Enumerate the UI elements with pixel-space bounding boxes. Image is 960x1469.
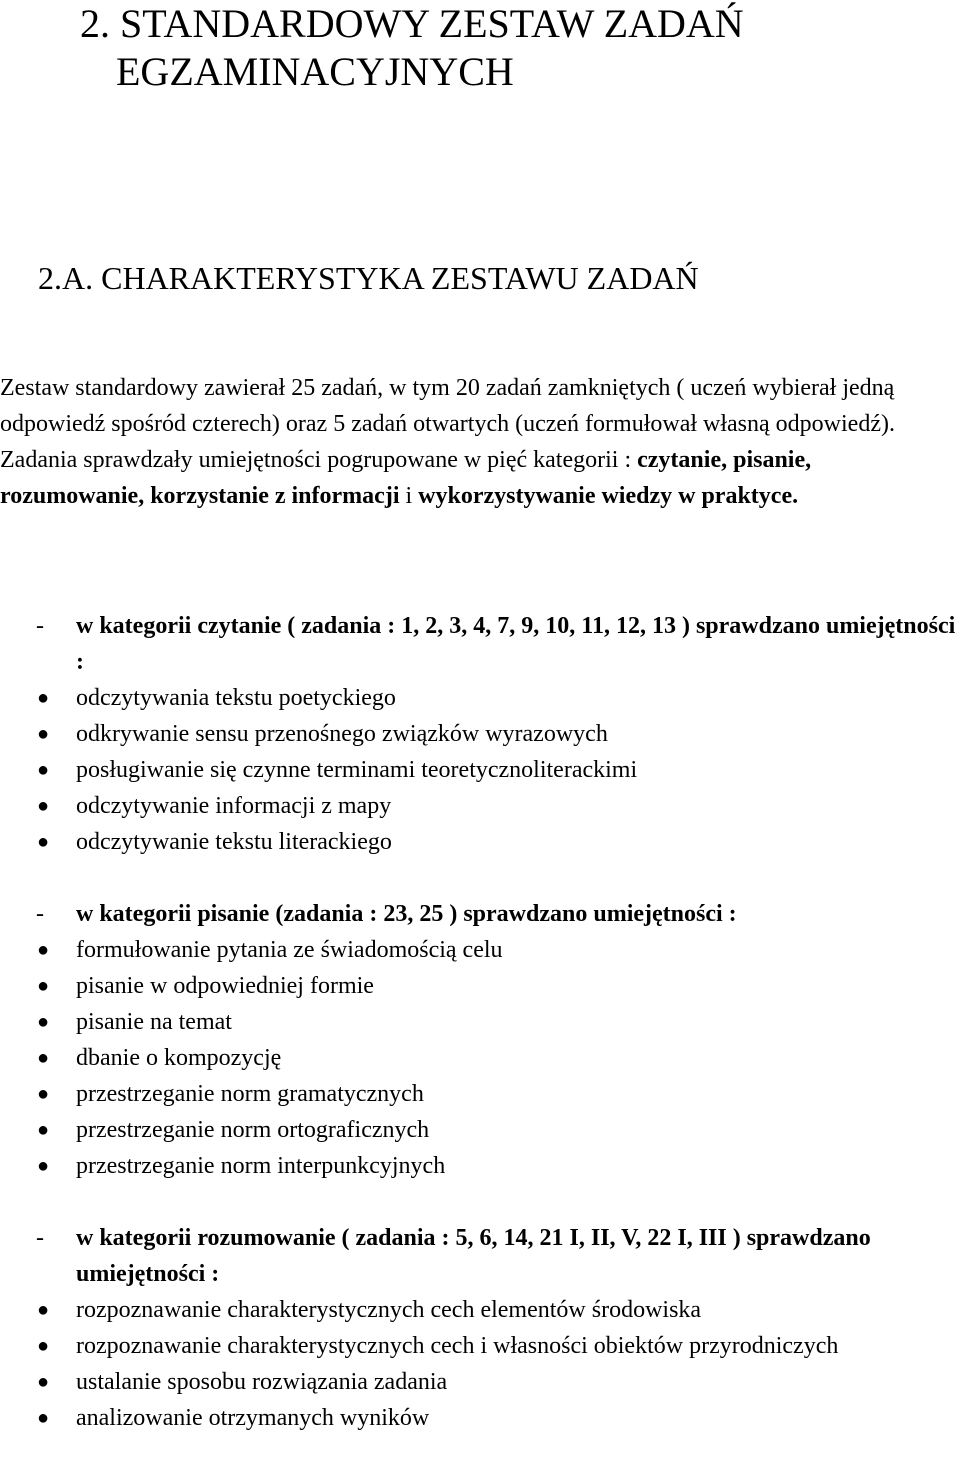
list-item-text: pisanie w odpowiedniej formie bbox=[76, 973, 374, 999]
intro-paragraph-2-bold-1: czytanie, pisanie, rozumowanie, korzystanie z informacji bbox=[0, 447, 812, 509]
bullet-icon: ● bbox=[37, 1047, 50, 1069]
bullet-icon: ● bbox=[37, 687, 50, 709]
intro-paragraph-2-start: Zadania sprawdzały umiejętności pogrupowane w pięć kategorii : bbox=[0, 447, 638, 473]
dash-marker: - bbox=[36, 1225, 44, 1251]
intro-paragraph-2 bbox=[0, 442, 958, 514]
list-item-text: odczytywanie tekstu literackiego bbox=[76, 829, 392, 855]
list-item bbox=[0, 788, 958, 824]
list-item-text: analizowanie otrzymanych wyników bbox=[76, 1405, 430, 1431]
list-item bbox=[0, 1112, 958, 1148]
list-item-text: ustalanie sposobu rozwiązania zadania bbox=[76, 1369, 448, 1395]
list-item-text: przestrzeganie norm interpunkcyjnych bbox=[76, 1153, 446, 1179]
category-czytanie bbox=[0, 608, 958, 860]
bullet-icon: ● bbox=[37, 939, 50, 961]
intro-paragraph-2-bold-2: wykorzystywanie wiedzy w praktyce. bbox=[418, 483, 799, 509]
intro-paragraph-2-mid: i bbox=[399, 483, 419, 509]
intro-paragraph-1: Zestaw standardowy zawierał 25 zadań, w tym 20 zadań zamkniętych ( uczeń wybierał jedną odpowiedź spośród czterech) oraz 5 zadań otwartych (uczeń formułował własną odpowiedź). bbox=[0, 375, 895, 437]
bullet-icon: ● bbox=[37, 1155, 50, 1177]
intro-text bbox=[0, 370, 958, 514]
category-heading bbox=[0, 608, 958, 680]
bullet-icon: ● bbox=[37, 759, 50, 781]
bullet-icon: ● bbox=[37, 1119, 50, 1141]
list-item-text: pisanie na temat bbox=[76, 1009, 232, 1035]
list-item bbox=[0, 1364, 958, 1400]
section-heading bbox=[80, 0, 744, 96]
bullet-icon: ● bbox=[37, 1299, 50, 1321]
bullet-icon: ● bbox=[37, 1371, 50, 1393]
category-heading-text: w kategorii czytanie ( zadania : 1, 2, 3, 4, 7, 9, 10, 11, 12, 13 ) sprawdzano umiejętności : bbox=[76, 613, 956, 675]
category-heading-text: w kategorii pisanie (zadania : 23, 25 ) sprawdzano umiejętności : bbox=[76, 901, 737, 927]
dash-marker: - bbox=[36, 901, 44, 927]
list-item bbox=[0, 752, 958, 788]
skills-list bbox=[0, 932, 958, 1184]
category-heading-text: w kategorii rozumowanie ( zadania : 5, 6, 14, 21 I, II, V, 22 I, III ) sprawdzano umiejętności : bbox=[76, 1225, 871, 1287]
list-item bbox=[0, 1328, 958, 1364]
list-item-text: dbanie o kompozycję bbox=[76, 1045, 282, 1071]
category-rozumowanie bbox=[0, 1220, 958, 1436]
list-item-text: posługiwanie się czynne terminami teoretycznoliterackimi bbox=[76, 757, 638, 783]
bullet-icon: ● bbox=[37, 1335, 50, 1357]
list-item bbox=[0, 1148, 958, 1184]
list-item bbox=[0, 680, 958, 716]
bullet-icon: ● bbox=[37, 831, 50, 853]
list-item bbox=[0, 1076, 958, 1112]
category-heading bbox=[0, 1220, 958, 1292]
category-heading bbox=[0, 896, 958, 932]
dash-marker: - bbox=[36, 613, 44, 639]
list-item-text: odczytywanie informacji z mapy bbox=[76, 793, 392, 819]
list-item bbox=[0, 1004, 958, 1040]
list-item-text: przestrzeganie norm gramatycznych bbox=[76, 1081, 424, 1107]
skills-list bbox=[0, 1292, 958, 1436]
list-item bbox=[0, 824, 958, 860]
list-item-text: odkrywanie sensu przenośnego związków wyrazowych bbox=[76, 721, 608, 747]
list-item-text: rozpoznawanie charakterystycznych cech i własności obiektów przyrodniczych bbox=[76, 1333, 839, 1359]
bullet-icon: ● bbox=[37, 1011, 50, 1033]
list-item bbox=[0, 1400, 958, 1436]
section-heading-line2: EGZAMINACYJNYCH bbox=[116, 49, 514, 94]
bullet-icon: ● bbox=[37, 723, 50, 745]
list-item-text: przestrzeganie norm ortograficznych bbox=[76, 1117, 430, 1143]
bullet-icon: ● bbox=[37, 1083, 50, 1105]
section-heading-line1: 2. STANDARDOWY ZESTAW ZADAŃ bbox=[80, 1, 744, 46]
category-pisanie bbox=[0, 896, 958, 1184]
list-item bbox=[0, 1292, 958, 1328]
list-item bbox=[0, 716, 958, 752]
list-item-text: odczytywania tekstu poetyckiego bbox=[76, 685, 396, 711]
list-item bbox=[0, 1040, 958, 1076]
list-item-text: formułowanie pytania ze świadomością celu bbox=[76, 937, 503, 963]
bullet-icon: ● bbox=[37, 795, 50, 817]
bullet-icon: ● bbox=[37, 975, 50, 997]
list-item-text: rozpoznawanie charakterystycznych cech elementów środowiska bbox=[76, 1297, 702, 1323]
subsection-heading: 2.A. CHARAKTERYSTYKA ZESTAWU ZADAŃ bbox=[38, 260, 699, 296]
list-item bbox=[0, 932, 958, 968]
skills-list bbox=[0, 680, 958, 860]
list-item bbox=[0, 968, 958, 1004]
bullet-icon: ● bbox=[37, 1407, 50, 1429]
